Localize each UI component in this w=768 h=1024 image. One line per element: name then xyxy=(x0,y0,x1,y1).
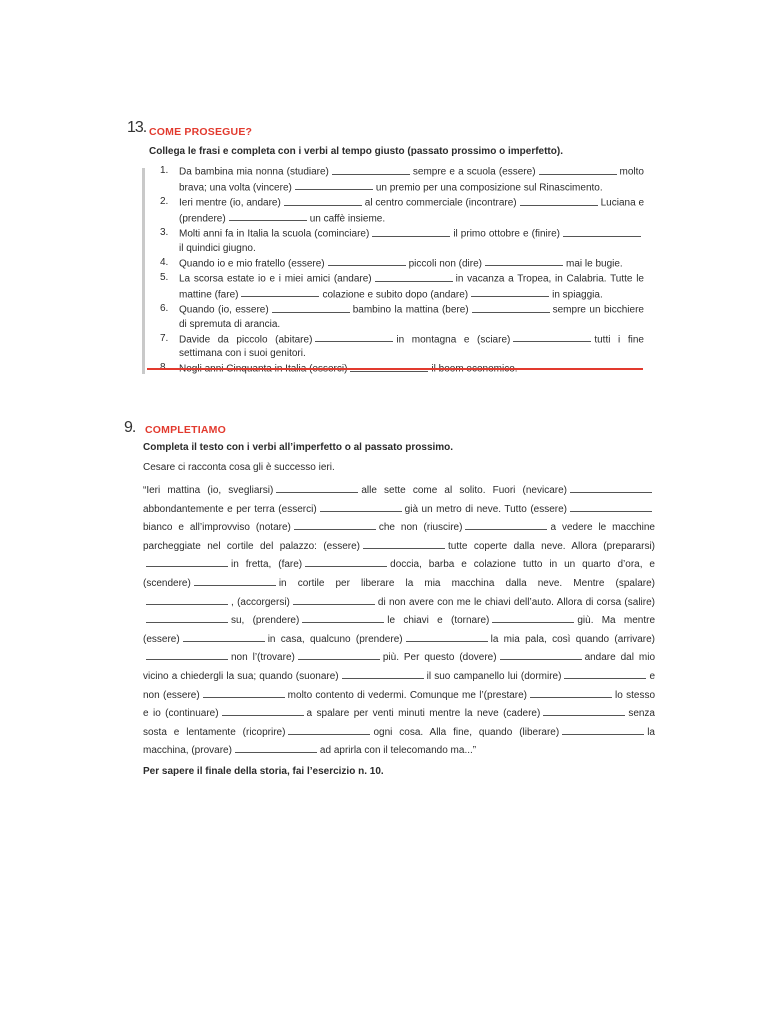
answer-blank[interactable] xyxy=(203,687,285,698)
text-segment: su, (prendere) xyxy=(231,615,300,627)
answer-blank[interactable] xyxy=(298,650,380,661)
text-segment: già un metro di neve. Tutto (essere) xyxy=(404,503,568,515)
text-segment: ad aprirla con il telecomando ma...” xyxy=(319,745,477,757)
answer-blank[interactable] xyxy=(183,631,265,642)
exercise-9-intro: Cesare ci racconta cosa gli è successo ieri. xyxy=(143,462,335,473)
item-segment: piccoli non (dire) xyxy=(408,258,482,269)
exercise-13-item xyxy=(160,332,644,362)
answer-blank[interactable] xyxy=(146,594,228,605)
exercise-9-instruction: Completa il testo con i verbi all’imperfetto o al passato prossimo. xyxy=(143,442,454,453)
item-segment: Da bambina mia nonna (studiare) xyxy=(179,166,329,178)
text-segment: giù. Ma mentre (essere) xyxy=(143,615,656,645)
item-number: 2. xyxy=(160,196,169,207)
item-text xyxy=(179,226,644,256)
text-segment: senza sosta e lentamente (ricoprire) xyxy=(143,708,655,738)
item-segment: colazione e subito dopo (andare) xyxy=(322,289,469,300)
text-segment: a spalare per venti minuti mentre la neve (cadere) xyxy=(306,708,541,720)
answer-blank[interactable] xyxy=(570,501,652,512)
item-number: 4. xyxy=(160,256,169,268)
answer-blank[interactable] xyxy=(342,668,424,679)
item-text xyxy=(179,302,644,332)
answer-blank[interactable] xyxy=(146,557,228,568)
answer-blank[interactable] xyxy=(563,226,641,237)
item-number: 6. xyxy=(160,303,169,314)
answer-blank[interactable] xyxy=(305,557,387,568)
text-segment: le chiavi e (tornare) xyxy=(387,615,490,627)
text-segment: andare dal mio vicino a chiedergli la sua; quando (suonare) xyxy=(143,652,656,682)
text-segment: in casa, qualcuno (prendere) xyxy=(267,633,403,645)
item-segment: in montagna e (sciare) xyxy=(396,334,511,345)
text-segment: abbondantemente e per terra (esserci) xyxy=(143,503,317,515)
answer-blank[interactable] xyxy=(520,195,598,206)
answer-blank[interactable] xyxy=(472,302,550,313)
answer-blank[interactable] xyxy=(543,706,625,717)
item-segment: Quando io e mio fratello (essere) xyxy=(179,258,325,269)
item-segment: La scorsa estate io e i miei amici (andare) xyxy=(179,273,372,285)
answer-blank[interactable] xyxy=(363,538,445,549)
answer-blank[interactable] xyxy=(328,256,406,267)
item-number: 3. xyxy=(160,227,169,238)
text-segment: lo stesso e io (continuare) xyxy=(143,689,656,720)
item-segment: un premio per una composizione sul Rinascimento. xyxy=(375,182,603,193)
exercise-13-item xyxy=(160,226,644,256)
answer-blank[interactable] xyxy=(332,164,410,175)
exercise-13-item xyxy=(160,256,644,272)
item-segment: tutti i fine settimana con i suoi genitori. xyxy=(179,334,644,359)
exercise-13-item xyxy=(160,302,644,332)
text-segment: , (accorgersi) xyxy=(231,596,290,608)
exercise-13-title: COME PROSEGUE? xyxy=(149,126,253,138)
text-segment: doccia, barba e colazione tutto in un quarto d’ora, e (scendere) xyxy=(143,559,655,589)
item-segment: mai le bugie. xyxy=(566,258,623,269)
item-segment: il primo ottobre e (finire) xyxy=(453,228,560,240)
item-text xyxy=(179,332,644,362)
item-segment: un caffè insieme. xyxy=(309,213,386,224)
item-segment: Quando (io, essere) xyxy=(179,304,269,316)
answer-blank[interactable] xyxy=(375,271,453,282)
text-segment: tutte coperte dalla neve. Allora (prepararsi) xyxy=(448,540,655,552)
item-text xyxy=(179,164,644,195)
answer-blank[interactable] xyxy=(235,743,317,754)
answer-blank[interactable] xyxy=(284,195,362,206)
answer-blank[interactable] xyxy=(241,287,319,298)
text-segment: che non (riuscire) xyxy=(378,522,463,534)
item-number: 1. xyxy=(160,165,169,176)
answer-blank[interactable] xyxy=(315,332,393,343)
item-segment: sempre un bicchiere di spremuta di arancia. xyxy=(179,304,644,330)
answer-blank[interactable] xyxy=(194,575,276,586)
text-segment: “Ieri mattina (io, svegliarsi) xyxy=(143,485,274,496)
answer-blank[interactable] xyxy=(406,631,488,642)
exercise-13-instruction: Collega le frasi e completa con i verbi al tempo giusto (passato prossimo o imperfetto). xyxy=(149,146,563,157)
exercise-13-bottom-rule xyxy=(147,368,643,370)
item-number: 7. xyxy=(160,332,169,344)
answer-blank[interactable] xyxy=(492,613,574,624)
answer-blank[interactable] xyxy=(276,483,358,494)
exercise-13-item xyxy=(160,195,644,226)
answer-blank[interactable] xyxy=(513,332,591,343)
item-segment: Davide da piccolo (abitare) xyxy=(179,334,313,345)
text-segment: in fretta, (fare) xyxy=(231,559,303,571)
text-segment: più. Per questo (dovere) xyxy=(382,652,497,664)
answer-blank[interactable] xyxy=(320,501,402,512)
exercise-9-title: COMPLETIAMO xyxy=(145,424,226,436)
answer-blank[interactable] xyxy=(293,594,375,605)
answer-blank[interactable] xyxy=(564,668,646,679)
item-segment: il quindici giugno. xyxy=(179,242,256,254)
text-segment: non l’(trovare) xyxy=(231,652,295,664)
item-text xyxy=(179,195,644,226)
exercise-9-text xyxy=(143,482,655,761)
answer-blank[interactable] xyxy=(570,483,652,494)
item-number: 5. xyxy=(160,272,169,283)
item-segment: Ieri mentre (io, andare) xyxy=(179,197,281,209)
item-text xyxy=(179,271,644,302)
text-segment: a vedere le macchine parcheggiate nel cortile del palazzo: (essere) xyxy=(143,522,655,552)
text-segment: il suo campanello lui (dormire) xyxy=(426,670,562,682)
answer-blank[interactable] xyxy=(229,211,307,222)
text-segment: la macchina, (provare) xyxy=(143,726,655,757)
exercise-9-footer: Per sapere il finale della storia, fai l’esercizio n. 10. xyxy=(143,766,384,777)
answer-blank[interactable] xyxy=(222,706,304,717)
text-segment: molto contento di vedermi. Comunque me l’(prestare) xyxy=(287,689,528,701)
answer-blank[interactable] xyxy=(530,687,612,698)
text-segment: in cortile per liberare la mia macchina dalla neve. Mentre (spalare) xyxy=(278,577,655,589)
answer-blank[interactable] xyxy=(146,650,228,661)
answer-blank[interactable] xyxy=(562,724,644,735)
exercise-13-item xyxy=(160,271,644,302)
exercise-13-number: 13. xyxy=(127,119,147,136)
exercise-13-side-bar xyxy=(142,168,145,374)
item-segment: molto brava; una volta (vincere) xyxy=(179,166,644,193)
item-segment: al centro commerciale (incontrare) xyxy=(364,197,517,209)
text-segment: e non (essere) xyxy=(143,670,655,701)
item-segment: Molti anni fa in Italia la scuola (cominciare) xyxy=(179,228,370,240)
text-segment: la mia pala, così quando (arrivare) xyxy=(490,633,655,645)
exercise-13-list xyxy=(160,164,644,377)
item-segment: sempre e a scuola (essere) xyxy=(412,166,536,178)
text-segment: alle sette come al solito. Fuori (nevicare) xyxy=(361,485,567,496)
answer-blank[interactable] xyxy=(465,520,547,531)
answer-blank[interactable] xyxy=(500,650,582,661)
answer-blank[interactable] xyxy=(272,302,350,313)
text-segment: ogni cosa. Alla fine, quando (liberare) xyxy=(373,726,560,738)
item-segment: in vacanza a Tropea, in Calabria. Tutte le mattine (fare) xyxy=(179,273,644,300)
answer-blank[interactable] xyxy=(485,256,563,267)
text-segment: bianco e all’improvviso (notare) xyxy=(143,522,291,534)
item-text xyxy=(179,256,644,272)
answer-blank[interactable] xyxy=(288,724,370,735)
exercise-13-item xyxy=(160,164,644,195)
answer-blank[interactable] xyxy=(295,180,373,191)
item-segment: Luciana e (prendere) xyxy=(179,197,645,224)
answer-blank[interactable] xyxy=(302,613,384,624)
exercise-9-number: 9. xyxy=(124,419,136,436)
answer-blank[interactable] xyxy=(372,226,450,237)
answer-blank[interactable] xyxy=(471,287,549,298)
item-segment: in spiaggia. xyxy=(552,289,603,300)
text-segment: di non avere con me le chiavi dell’auto. Allora di corsa (salire) xyxy=(377,596,655,608)
item-segment: bambino la mattina (bere) xyxy=(352,304,469,316)
answer-blank[interactable] xyxy=(539,164,617,175)
answer-blank[interactable] xyxy=(294,520,376,531)
answer-blank[interactable] xyxy=(146,613,228,624)
